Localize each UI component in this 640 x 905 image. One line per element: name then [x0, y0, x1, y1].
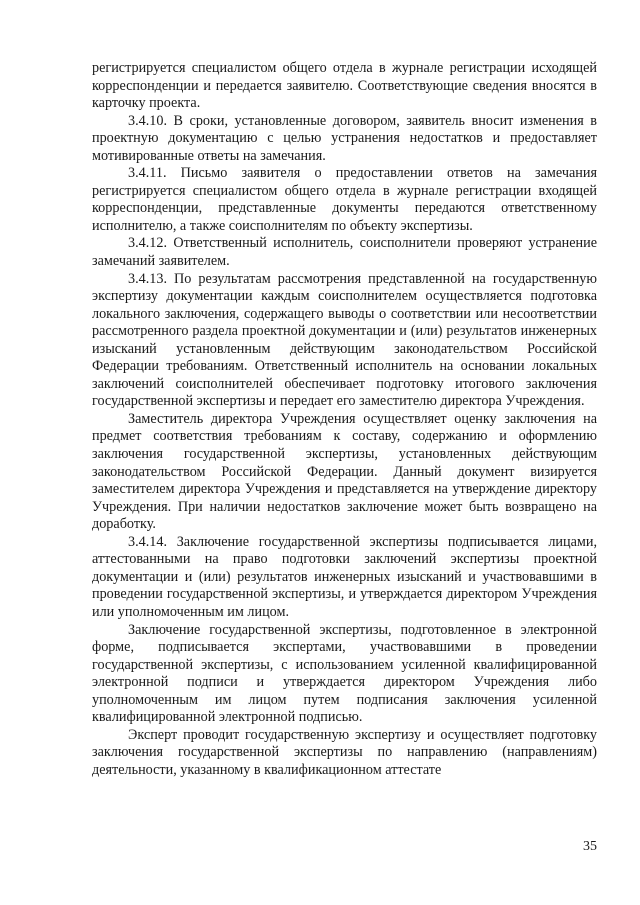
paragraph-continuation: регистрируется специалистом общего отдела в журнале регистрации исходящей корреспонденции и передается заявителю. Соответствующие сведения вносятся в карточку проекта. [92, 60, 597, 112]
paragraph-3-4-10: 3.4.10. В сроки, установленные договором, заявитель вносит изменения в проектную документацию с целью устранения недостатков и предоставляет мотивированные ответы на замечания. [92, 112, 597, 164]
paragraph-expert-duties: Эксперт проводит государственную экспертизу и осуществляет подготовку заключения государственной экспертизы по направлению (направлениям) деятельности, указанному в квалификационном аттестате [92, 726, 597, 778]
paragraph-3-4-14: 3.4.14. Заключение государственной экспертизы подписывается лицами, аттестованными на право подготовки заключений экспертизы проектной документации и (или) результатов инженерных изысканий и участвовавшими в проведении государственной экспертизы, и утверждается директором Учреждения или уполномоченным им лицом. [92, 533, 597, 620]
document-body [92, 60, 597, 779]
paragraph-deputy-director-review: Заместитель директора Учреждения осуществляет оценку заключения на предмет соответствия требованиям к составу, содержанию и оформлению заключения государственной экспертизы, установленных действующим законодательством Российской Федерации. Данный документ визируется заместителем директора Учреждения и представляется на утверждение директору Учреждения. При наличии недостатков заключение может быть возвращено на доработку. [92, 410, 597, 533]
paragraph-electronic-signature: Заключение государственной экспертизы, подготовленное в электронной форме, подписывается экспертами, участвовавшими в проведении государственной экспертизы, с использованием усиленной квалифицированной электронной подписи и утверждается директором Учреждения либо уполномоченным им лицом путем подписания заключения усиленной квалифицированной электронной подписью. [92, 621, 597, 726]
paragraph-3-4-13: 3.4.13. По результатам рассмотрения представленной на государственную экспертизу документации каждым соисполнителем осуществляется подготовка локального заключения, содержащего выводы о соответствии или несоответствии рассмотренного раздела проектной документации и (или) результатов инженерных изысканий установленным действующим законодательством Российской Федерации требованиям. Ответственный исполнитель на основании локальных заключений соисполнителей обеспечивает подготовку итогового заключения государственной экспертизы и передает его заместителю директора Учреждения. [92, 270, 597, 410]
paragraph-3-4-11: 3.4.11. Письмо заявителя о предоставлении ответов на замечания регистрируется специалистом общего отдела в журнале регистрации входящей корреспонденции, представленные документы передаются ответственному исполнителю, а также соисполнителям по объекту экспертизы. [92, 165, 597, 234]
paragraph-3-4-12: 3.4.12. Ответственный исполнитель, соисполнители проверяют устранение замечаний заявителем. [92, 235, 597, 270]
page-number: 35 [583, 839, 597, 854]
